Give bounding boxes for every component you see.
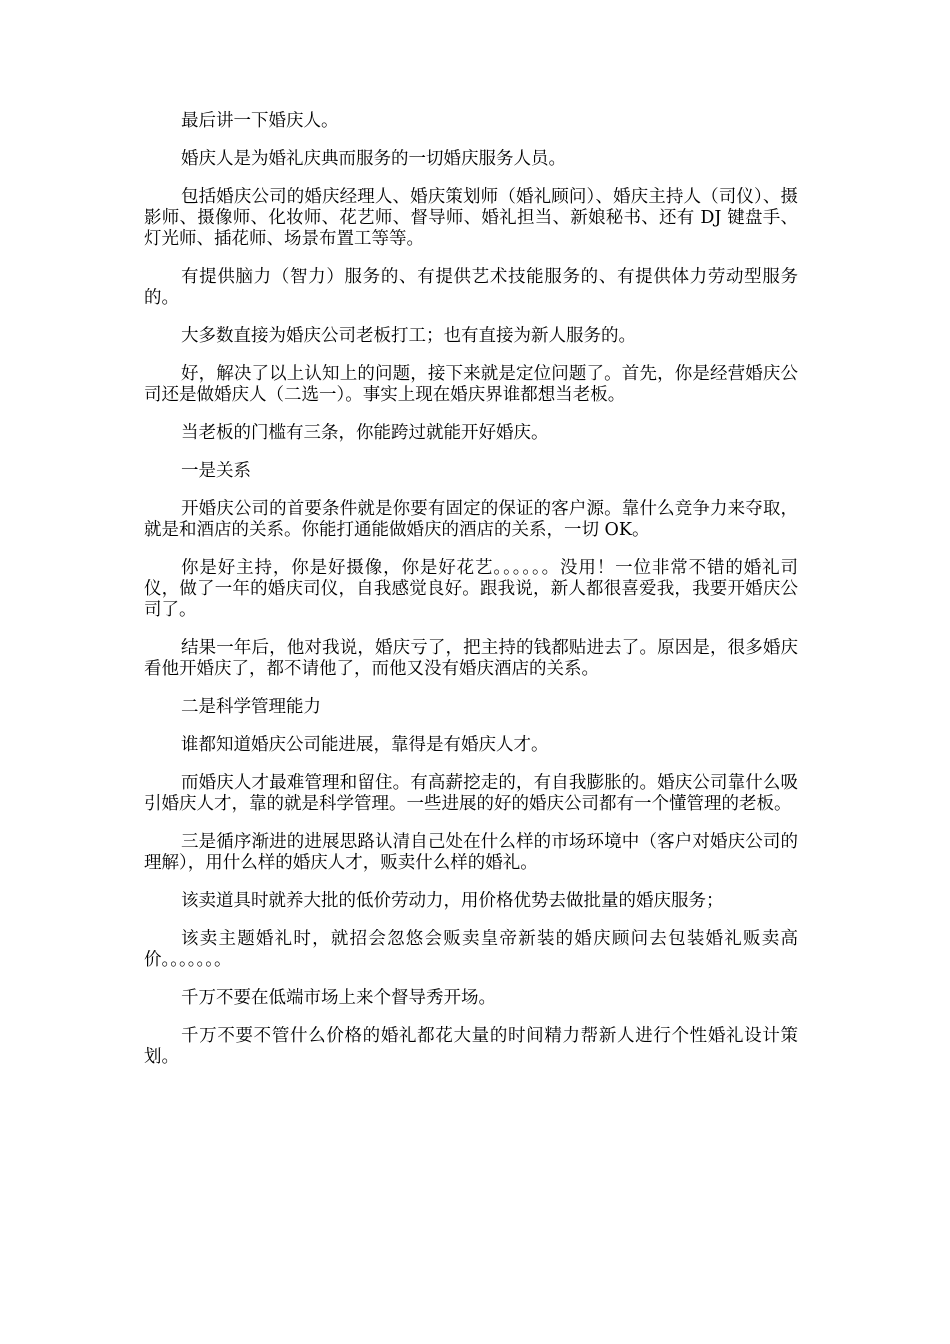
paragraph: 有提供脑力（智力）服务的、有提供艺术技能服务的、有提供体力劳动型服务的。 [144, 267, 798, 308]
paragraph: 千万不要不管什么价格的婚礼都花大量的时间精力帮新人进行个性婚礼设计策划。 [144, 1026, 798, 1067]
section-heading: 一是关系 [181, 461, 251, 481]
paragraph: 千万不要在低端市场上来个督导秀开场。 [181, 988, 496, 1008]
paragraph: 该卖主题婚礼时，就招会忽悠会贩卖皇帝新装的婚庆顾问去包装婚礼贩卖高价。。。。。。。 [144, 929, 798, 970]
paragraph: 婚庆人是为婚礼庆典而服务的一切婚庆服务人员。 [181, 149, 566, 169]
document-body [144, 111, 798, 1085]
paragraph: 你是好主持，你是好摄像，你是好花艺。。。。。。没用！一位非常不错的婚礼司仪，做了一年的婚庆司仪，自我感觉良好。跟我说，新人都很喜爱我，我要开婚庆公司了。 [144, 558, 798, 620]
paragraph: 好，解决了以上认知上的问题，接下来就是定位问题了。首先，你是经营婚庆公司还是做婚庆人（二选一）。事实上现在婚庆界谁都想当老板。 [144, 364, 798, 405]
paragraph: 最后讲一下婚庆人。 [181, 111, 339, 131]
paragraph: 该卖道具时就养大批的低价劳动力，用价格优势去做批量的婚庆服务； [181, 891, 724, 911]
paragraph: 谁都知道婚庆公司能进展，靠得是有婚庆人才。 [181, 735, 549, 755]
paragraph: 而婚庆人才最难管理和留住。有高薪挖走的，有自我膨胀的。婚庆公司靠什么吸引婚庆人才，靠的就是科学管理。一些进展的好的婚庆公司都有一个懂管理的老板。 [144, 773, 798, 814]
paragraph: 大多数直接为婚庆公司老板打工；也有直接为新人服务的。 [181, 326, 636, 346]
paragraph: 开婚庆公司的首要条件就是你要有固定的保证的客户源。靠什么竞争力来夺取，就是和酒店的关系。你能打通能做婚庆的酒店的关系，一切 OK。 [144, 499, 798, 540]
paragraph: 包括婚庆公司的婚庆经理人、婚庆策划师（婚礼顾问）、婚庆主持人（司仪）、摄影师、摄像师、化妆师、花艺师、督导师、婚礼担当、新娘秘书、还有 DJ 键盘手、灯光师、插花师、场景布置工等等。 [144, 187, 798, 249]
paragraph: 三是循序渐进的进展思路认清自己处在什么样的市场环境中（客户对婚庆公司的理解），用什么样的婚庆人才，贩卖什么样的婚礼。 [144, 832, 798, 873]
section-heading: 二是科学管理能力 [181, 697, 321, 717]
paragraph: 结果一年后，他对我说，婚庆亏了，把主持的钱都贴进去了。原因是，很多婚庆看他开婚庆了，都不请他了，而他又没有婚庆酒店的关系。 [144, 638, 798, 679]
paragraph: 当老板的门槛有三条，你能跨过就能开好婚庆。 [181, 423, 549, 443]
